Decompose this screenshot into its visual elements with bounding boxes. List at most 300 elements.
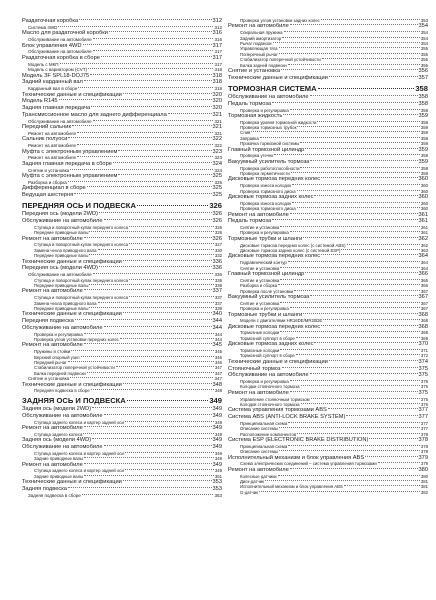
toc-page-number: 317 (214, 49, 222, 55)
toc-page-number: 345 (212, 342, 222, 349)
toc-entry-title: Главный тормозной цилиндр (228, 146, 305, 153)
toc-entry-title: Тормозные трубки и шланги (228, 311, 303, 318)
toc-entry-title: Передний рычаг (34, 359, 67, 365)
toc-dot-leader (68, 181, 214, 182)
toc-entry-title: Снятие и установка (240, 300, 280, 306)
toc-dot-leader (91, 106, 211, 107)
toc-entry-title: Обслуживание на автомобиле (22, 413, 103, 420)
toc-entry-title: Система ABS (ANTI-LOCK BRAKE SYSTEM) (228, 414, 346, 421)
toc-dot-leader (92, 438, 211, 439)
toc-entry-title: Дисковые тормоза задних колес (с системой ESP) (240, 248, 341, 253)
toc-dot-leader (99, 266, 212, 267)
toc-entry (228, 101, 428, 108)
toc-entry (228, 467, 428, 474)
toc-dot-leader (323, 319, 420, 320)
toc-page-number: 370 (418, 341, 428, 348)
toc-entry (22, 55, 222, 62)
toc-page-number: 372 (420, 353, 428, 359)
toc-entry (22, 161, 222, 168)
toc-page-number: 368 (418, 311, 428, 318)
toc-dot-leader (98, 302, 214, 303)
toc-entry-title: Исполнительный механизм и блок управления ABS (228, 454, 365, 461)
toc-entry-title: Обслуживание на автомобиле (28, 49, 92, 55)
toc-page-number: 355 (420, 46, 428, 52)
toc-entry-title: Обслуживание на автомобиле (22, 444, 103, 451)
toc-page-number: 366 (418, 270, 428, 277)
toc-entry-title: Тормозной суппорт в сборе (240, 353, 295, 359)
toc-entry (22, 382, 222, 389)
toc-dot-leader (274, 154, 420, 155)
toc-entry-title: Модель R145 (22, 98, 58, 105)
toc-page-number: 359 (420, 171, 428, 176)
toc-dot-leader (87, 372, 214, 373)
toc-entry-title: Масло для раздаточной коробки (22, 30, 108, 37)
toc-entry (228, 23, 428, 30)
toc-entry-title: Разборка и сборка (28, 179, 67, 185)
toc-dot-leader (129, 226, 214, 227)
toc-page-number: 359 (418, 112, 428, 119)
toc-dot-leader (87, 186, 212, 187)
toc-page-number: 348 (214, 388, 222, 394)
toc-entry (22, 18, 222, 25)
toc-entry (228, 359, 428, 366)
toc-page-number: 375 (418, 372, 428, 379)
toc-entry-title: Исполнительный механизм и блок управления ABS (240, 484, 343, 490)
toc-entry-title: Стабилизатор поперечной устойчивости (240, 57, 321, 63)
toc-entry-title: Технические данные и спецификации (22, 381, 122, 388)
toc-page-number: 382 (420, 489, 428, 495)
toc-page-number: 316 (214, 37, 222, 42)
toc-section-heading (22, 396, 222, 407)
toc-dot-leader (318, 88, 415, 89)
toc-dot-leader (369, 438, 417, 439)
toc-entry-title: Проверка тормозного диска (240, 206, 296, 212)
toc-page-number: 378 (420, 431, 428, 437)
toc-dot-leader (81, 356, 214, 357)
toc-dot-leader (290, 307, 420, 308)
toc-entry (228, 194, 428, 201)
toc-entry-title: Ремонт на автомобиле (228, 23, 289, 30)
toc-page-number: 326 (214, 230, 222, 236)
toc-page-number: 368 (420, 318, 428, 324)
toc-entry-title: Педаль тормоза (228, 100, 272, 107)
toc-dot-leader (300, 142, 420, 143)
toc-page-number: 359 (420, 125, 428, 131)
toc-dot-leader (77, 132, 213, 133)
toc-page-number: 381 (420, 484, 428, 490)
toc-dot-leader (297, 190, 420, 191)
toc-entry-title: Задний карданный вал (22, 79, 83, 86)
toc-dot-leader (116, 366, 214, 367)
toc-entry (228, 437, 428, 444)
toc-page-number: 318 (214, 67, 222, 72)
toc-page-number: 364 (420, 265, 428, 271)
toc-entry (228, 341, 428, 348)
toc-entry-title: Раздаточная коробка в сборе (22, 54, 100, 61)
toc-entry-title: Обслуживание на автомобиле (28, 37, 92, 42)
toc-entry-title: Задний амортизатор (240, 35, 282, 41)
toc-page-number: 321 (214, 130, 222, 136)
toc-entry-title: Тормозные колодки (240, 330, 280, 336)
toc-page-number: 312 (212, 18, 222, 24)
toc-dot-leader (137, 205, 208, 206)
toc-page-number: 336 (212, 258, 222, 265)
toc-entry-title: Колесные датчики (240, 473, 277, 479)
toc-entry (228, 324, 428, 331)
toc-entry (22, 124, 222, 131)
toc-page-number: 377 (420, 426, 428, 432)
toc-dot-leader (123, 260, 212, 261)
toc-dot-leader (378, 462, 420, 463)
toc-entry-title: G-датчик (240, 489, 259, 495)
toc-entry-title: Обслуживание на автомобиле (228, 372, 309, 379)
toc-entry (22, 112, 222, 119)
toc-entry-title: Проверка углов установки задних колес (240, 18, 320, 23)
toc-entry-title: Ступица и поворотный кулак переднего колеса (34, 242, 129, 248)
toc-entry (22, 192, 222, 199)
toc-page-number: 361 (418, 211, 428, 218)
toc-page-number: 360 (418, 176, 428, 183)
toc-entry-title: Проверка работоспособности (240, 165, 300, 171)
toc-page-number: 379 (420, 461, 428, 467)
toc-entry (22, 185, 222, 192)
toc-entry-title: Задняя подвеска в сборе (28, 492, 81, 498)
toc-dot-leader (93, 38, 214, 39)
toc-page-number: 377 (418, 407, 428, 414)
toc-dot-leader (113, 162, 212, 163)
toc-entry-title: Дисковые тормоза задних колес (228, 341, 314, 348)
toc-dot-leader (329, 360, 418, 361)
toc-dot-leader (104, 326, 212, 327)
toc-entry (228, 253, 428, 260)
toc-entry-title: Ремонт на автомобиле (22, 288, 83, 295)
toc-page-number: 358 (418, 100, 428, 107)
toc-page-number: 339 (214, 305, 222, 311)
toc-dot-leader (89, 307, 213, 308)
toc-page-number: 346 (214, 354, 222, 360)
toc-dot-leader (92, 407, 211, 408)
toc-page-number: 320 (212, 98, 222, 105)
toc-page-number: 357 (418, 74, 428, 81)
toc-entry-title: Передняя ось (модели 2WD) (22, 211, 98, 218)
toc-page-number: 322 (214, 143, 222, 148)
toc-page-number: 353 (214, 492, 222, 498)
toc-dot-leader (288, 422, 420, 423)
toc-entry-title: Прокачка тормозной системы (240, 141, 300, 147)
toc-dot-leader (168, 113, 212, 114)
toc-dot-leader (129, 296, 214, 297)
toc-entry (22, 211, 222, 218)
toc-entry-title: Замена чехла приводного вала (34, 247, 97, 253)
toc-dot-leader (321, 177, 417, 178)
toc-entry-title: Ступица и поворотный кулак переднего колеса (34, 295, 129, 301)
toc-entry-title: Стояночный тормоз (228, 365, 281, 372)
toc-dot-leader (123, 480, 212, 481)
toc-entry-title: Ведущая шестерня (22, 192, 74, 198)
toc-dot-leader (123, 383, 212, 384)
toc-entry (22, 136, 222, 143)
toc-page-number: 379 (418, 454, 428, 461)
toc-dot-leader (282, 37, 420, 38)
toc-page-number: 345 (214, 349, 222, 355)
toc-page-number: 360 (420, 200, 428, 206)
toc-entry-title: Проверка износа колодок (240, 200, 292, 206)
toc-dot-leader (120, 338, 214, 339)
toc-dot-leader (294, 290, 420, 291)
toc-dot-leader (283, 114, 417, 115)
toc-dot-leader (77, 156, 213, 157)
toc-entry-title: Ступица заднего колеса (34, 431, 83, 437)
toc-dot-leader (90, 74, 211, 75)
toc-page-number: 367 (420, 300, 428, 306)
toc-entry (22, 406, 222, 413)
toc-entry-title: Муфта с электронным управлением (22, 173, 118, 179)
toc-entry (228, 312, 428, 319)
toc-page-number: 316 (212, 30, 222, 37)
toc-dot-leader (278, 284, 420, 285)
toc-entry-title: Снятие и установка (28, 376, 70, 382)
toc-entry-title: Модель ЗF SPL18-DOJ75 (22, 72, 90, 79)
toc-page-number: 325 (212, 192, 222, 198)
toc-dot-leader (84, 333, 214, 334)
toc-page-number: 349 (212, 425, 222, 432)
toc-entry (22, 43, 222, 50)
toc-dot-leader (321, 19, 420, 20)
toc-page-number: 336 (214, 277, 222, 283)
toc-entry (22, 325, 222, 332)
toc-entry-title: Диск-датчик (240, 479, 265, 484)
toc-dot-leader (79, 19, 211, 20)
toc-page-number: 326 (212, 211, 222, 218)
toc-dot-leader (99, 212, 212, 213)
toc-entry-title: ТОРМОЗНАЯ СИСТЕМА (228, 83, 317, 93)
toc-page-number: 363 (420, 248, 428, 253)
toc-entry-title: Тормозной суппорт в сборе (240, 335, 295, 341)
toc-page-number: 349 (209, 395, 222, 405)
toc-page-number: 349 (212, 461, 222, 468)
toc-entry-title: Стабилизатор поперечной устойчивости (34, 365, 115, 371)
toc-entry-title: Ремонт на автомобиле (228, 389, 289, 396)
toc-page-number: 358 (418, 94, 428, 100)
toc-entry-title: Ремонт на автомобиле (228, 466, 289, 473)
toc-dot-leader (300, 167, 419, 168)
toc-page-number: 321 (212, 111, 222, 118)
toc-page-number: 321 (212, 124, 222, 130)
toc-page-number: 375 (418, 365, 428, 372)
toc-dot-leader (284, 31, 420, 32)
toc-entry-title: Передний сальник (22, 124, 71, 130)
toc-entry-title: Обслуживание на автомобиле (28, 118, 92, 124)
toc-page-number: 324 (212, 160, 222, 167)
toc-entry-title: Технические данные и спецификации (22, 258, 122, 265)
toc-dot-leader (278, 475, 420, 476)
toc-dot-leader (93, 50, 214, 51)
toc-entry (228, 75, 428, 82)
toc-page-number: 362 (420, 242, 428, 248)
toc-entry-title: Передняя подвеска в сборе (34, 388, 90, 394)
toc-page-number: 358 (415, 83, 428, 93)
toc-page-number: 326 (209, 200, 222, 210)
toc-entry (22, 479, 222, 486)
toc-entry-title: Принципиальная схема (240, 443, 288, 449)
toc-page-number: 353 (212, 486, 222, 492)
toc-dot-leader (84, 457, 214, 458)
toc-dot-leader (347, 244, 420, 245)
toc-entry (22, 493, 222, 499)
toc-page-number: 349 (214, 419, 222, 425)
toc-dot-leader (84, 343, 212, 344)
toc-dot-leader (70, 169, 213, 170)
toc-entry (22, 30, 222, 37)
toc-entry-title: Ремонт на автомобиле (22, 425, 83, 432)
toc-entry (228, 176, 428, 183)
toc-page-number: 337 (212, 288, 222, 295)
toc-entry-title: Проверка уровня тормозной жидкости (240, 119, 317, 125)
toc-entry (228, 407, 428, 414)
toc-page-number: 361 (418, 218, 428, 225)
toc-dot-leader (70, 377, 213, 378)
toc-page-number: 359 (418, 146, 428, 153)
toc-entry-title: Дисковые тормоза задних колес (228, 193, 314, 200)
toc-dot-leader (305, 148, 417, 149)
toc-page-number: 325 (212, 185, 222, 192)
toc-page-number: 359 (420, 153, 428, 159)
toc-entry-title: Проверка износа колодок (240, 183, 292, 189)
toc-dot-leader (104, 219, 212, 220)
toc-dot-leader (310, 95, 418, 96)
toc-dot-leader (280, 331, 420, 332)
toc-page-number: 349 (214, 456, 222, 462)
toc-entry-title: Проверка и регулировка (240, 379, 289, 385)
toc-entry-title: Обслуживание на автомобиле (28, 272, 92, 278)
toc-entry (228, 218, 428, 225)
toc-page-number: 360 (418, 193, 428, 200)
toc-dot-leader (93, 120, 214, 121)
toc-entry-title: Снятие и установка (228, 68, 281, 74)
toc-dot-leader (84, 475, 214, 476)
toc-entry-title: Колодки стояночного тормоза (240, 402, 300, 407)
toc-entry-title: Проверка утечек (240, 153, 274, 159)
toc-entry-title: Проверка и регулировка (240, 107, 289, 113)
toc-page-number: 349 (214, 431, 222, 437)
toc-dot-leader (83, 44, 212, 45)
toc-dot-leader (104, 445, 212, 446)
toc-entry (228, 414, 428, 421)
toc-dot-leader (259, 491, 420, 492)
toc-entry (228, 68, 428, 75)
toc-entry-title: Поперечный рычаг (240, 51, 278, 57)
toc-page-number: 355 (420, 57, 428, 63)
toc-page-number: 353 (420, 18, 428, 23)
toc-entry-title: Верхний опорный узел (34, 354, 80, 360)
toc-entry-title: Обслуживание на автомобиле (22, 324, 103, 331)
toc-page-number: 376 (420, 402, 428, 407)
toc-entry-title: Управляющая тяга (240, 46, 278, 52)
toc-entry-title: Дисковые тормоза передних колес (228, 253, 321, 260)
toc-dot-leader (280, 302, 420, 303)
toc-dot-leader (83, 433, 213, 434)
toc-dot-leader (84, 463, 212, 464)
toc-dot-leader (321, 325, 417, 326)
toc-page-number: 368 (420, 330, 428, 336)
toc-page-number: 336 (214, 272, 222, 278)
toc-dot-leader (272, 102, 417, 103)
toc-dot-leader (280, 349, 420, 350)
toc-entry (22, 265, 222, 272)
toc-dot-leader (68, 487, 212, 488)
toc-dot-leader (279, 53, 420, 54)
toc-dot-leader (129, 243, 214, 244)
toc-dot-leader (71, 350, 214, 351)
toc-page-number: 364 (420, 260, 428, 266)
toc-dot-leader (282, 367, 418, 368)
toc-entry-title: Пружины и стойки (34, 349, 71, 355)
toc-page-number: 312 (214, 24, 222, 30)
toc-entry-title: Ступица заднего колеса и картер задней оси (34, 468, 124, 474)
toc-entry-title: Передние приводные валы (34, 253, 89, 259)
toc-dot-leader (104, 414, 212, 415)
toc-dot-leader (328, 408, 418, 409)
toc-entry-title: Проверка тормозного диска (240, 188, 296, 194)
toc-entry-title: Технические данные и спецификации (228, 74, 328, 81)
toc-dot-leader (290, 24, 418, 25)
toc-entry-title: Проверка тормозных трубок (240, 125, 297, 131)
toc-entry (228, 159, 428, 166)
toc-entry-title: Ремонт на автомобиле (22, 461, 83, 468)
toc-entry-title: Ступица заднего колеса и картер задней оси (34, 450, 124, 456)
toc-entry (22, 218, 222, 225)
toc-entry-title: Гидравлический контур (240, 260, 287, 266)
toc-entry (228, 236, 428, 243)
toc-entry-title: Ступица и поворотный кулак переднего колеса (34, 224, 129, 230)
toc-section-heading (22, 201, 222, 212)
toc-page-number: 344 (214, 336, 222, 342)
toc-entry-title: Проверка и регулировка (34, 331, 83, 337)
toc-page-number: 318 (212, 79, 222, 86)
toc-page-number: 378 (420, 449, 428, 455)
toc-entry-title: Дисковые тормоза передних колес (228, 323, 321, 330)
toc-entry-title: Передняя подвеска (22, 318, 74, 325)
toc-entry (22, 236, 222, 243)
toc-page-number: 355 (420, 51, 428, 57)
toc-entry-title: Снятие и установка (28, 167, 70, 173)
toc-page-number: 326 (212, 218, 222, 224)
toc-page-number: 354 (420, 35, 428, 41)
toc-dot-leader (301, 385, 420, 386)
toc-dot-leader (290, 213, 418, 214)
toc-entry-title: Система управления тормозами ABS (228, 407, 327, 414)
toc-page-number: 377 (420, 420, 428, 426)
toc-page-number: 374 (418, 358, 428, 365)
toc-entry-title: Сальник полуоси (22, 136, 68, 143)
toc-page-number: 354 (420, 40, 428, 46)
toc-dot-leader (291, 172, 420, 173)
toc-entry (228, 113, 428, 120)
toc-dot-leader (260, 137, 420, 138)
toc-dot-leader (89, 284, 213, 285)
toc-entry-title: Муфта с электронным управлением (22, 148, 118, 155)
toc-dot-leader (310, 160, 417, 161)
toc-dot-leader (84, 426, 212, 427)
toc-dot-leader (273, 42, 420, 43)
toc-page-number: 348 (212, 381, 222, 388)
toc-entry-title: Раздаточная коробка (22, 18, 79, 24)
toc-dot-leader (82, 494, 214, 495)
toc-dot-leader (74, 193, 211, 194)
toc-entry-title: Задняя подвеска (22, 486, 67, 492)
toc-dot-leader (93, 273, 214, 274)
toc-dot-leader (118, 174, 211, 175)
